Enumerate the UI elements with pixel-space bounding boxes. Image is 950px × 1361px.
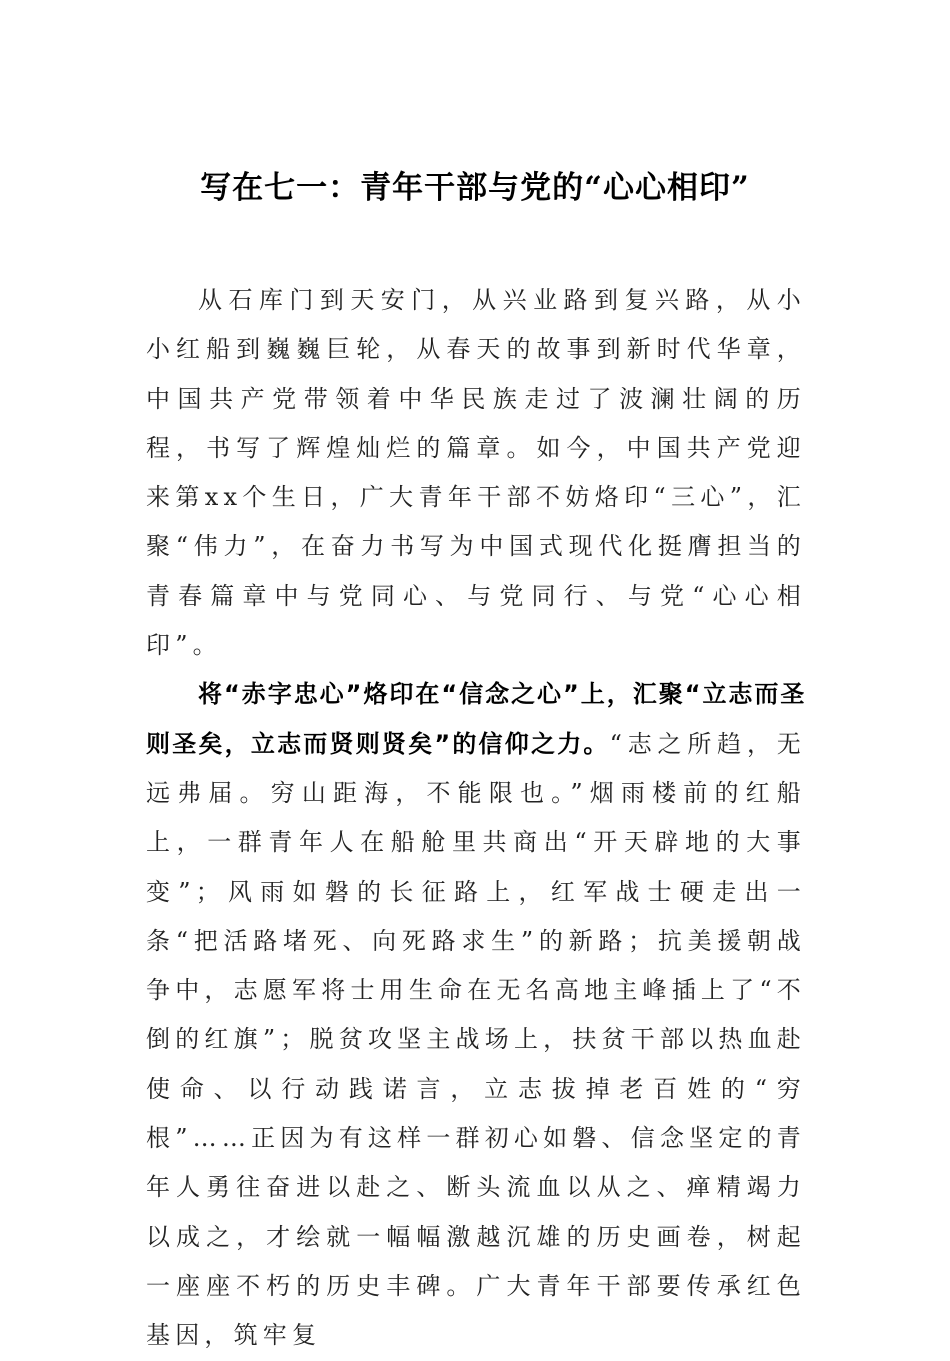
document-body	[146, 276, 806, 1361]
paragraph-1	[146, 276, 806, 670]
paragraph-2	[146, 670, 806, 1360]
paragraph-2-text: “志之所趋，无远弗届。穷山距海，不能限也。”烟雨楼前的红船上，一群青年人在船舱里共商出“开天辟地的大事变”；风雨如磐的长征路上，红军战士硬走出一条“把活路堵死、向死路求生”的新路；抗美援朝战争中，志愿军将士用生命在无名高地主峰插上了“不倒的红旗”；脱贫攻坚主战场上，扶贫干部以热血赴使命、以行动践诺言，立志拔掉老百姓的“穷根”……正因为有这样一群初心如磐、信念坚定的青年人勇往奋进以赴之、断头流血以从之、瘅精竭力以成之，才绘就一幅幅激越沉雄的历史画卷，树起一座座不朽的历史丰碑。广大青年干部要传承红色基因，筑牢复	[146, 729, 806, 1350]
paragraph-1-text: 从石库门到天安门，从兴业路到复兴路，从小小红船到巍巍巨轮，从春天的故事到新时代华章，中国共产党带领着中华民族走过了波澜壮阔的历程，书写了辉煌灿烂的篇章。如今，中国共产党迎来第xx个生日，广大青年干部不妨烙印“三心”，汇聚“伟力”，在奋力书写为中国式现代化挺膺担当的青春篇章中与党同心、与党同行、与党“心心相印”。	[146, 286, 806, 660]
document-title: 写在七一：青年干部与党的“心心相印”	[200, 170, 750, 206]
paragraph-2-lead-sentence: 将“赤字忠心”烙印在“信念之心”上，汇聚“立志而圣则圣矣，立志而贤则贤矣”的信仰之力。	[146, 680, 806, 758]
